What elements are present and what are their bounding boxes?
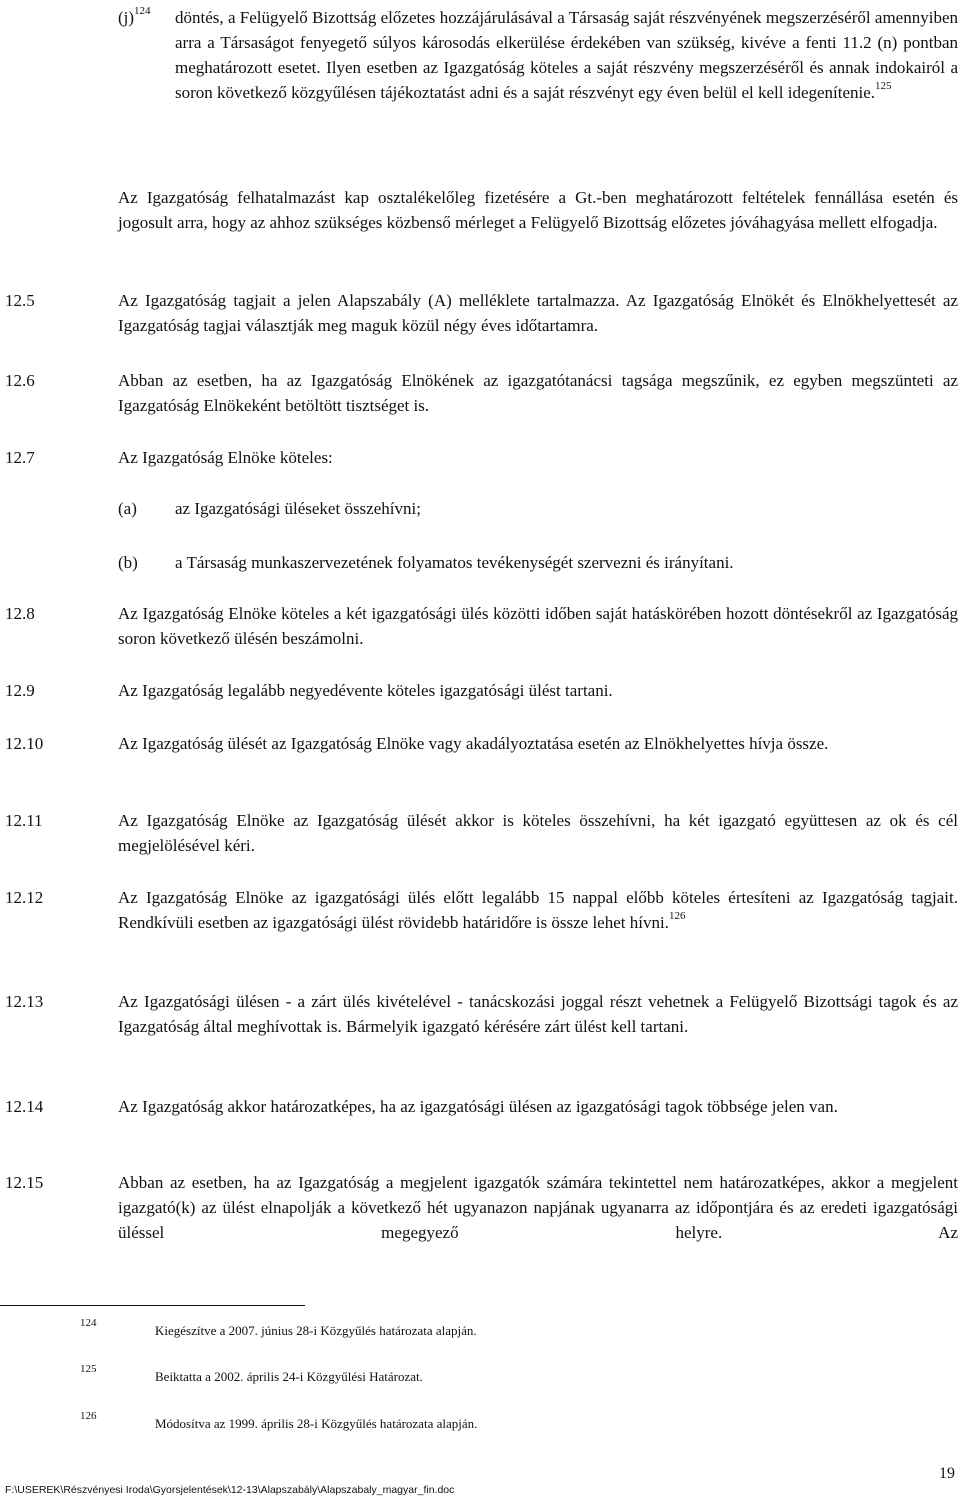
section-text: Abban az esetben, ha az Igazgatóság a megjelent igazgatók számára tekintettel nem határozatképes, akkor a megjelent igazgató(k) az ülést elnapolják a következő hét ugyanazon napjának ugyanarra az időpontjára és az eredeti igazgatósági üléssel megegyező helyre. Az <box>118 1173 958 1242</box>
section-number: 12.14 <box>5 1097 44 1116</box>
section-text: Abban az esetben, ha az Igazgatóság Elnökének az igazgatótanácsi tagsága megszűnik, ez egyben megszünteti az Igazgatóság Elnökeként betöltött tisztséget is. <box>118 371 958 415</box>
section-12-12-body: Az Igazgatóság Elnöke az igazgatósági ülés előtt legalább 15 nappal előbb köteles értesíteni az Igazgatóság tagjait. Rendkívüli esetben az igazgatósági ülést rövidebb határidőre is össze lehet hívni. <box>118 888 958 932</box>
section-number: 12.10 <box>5 734 44 753</box>
section-number: 12.9 <box>5 681 35 700</box>
section-text: Az Igazgatóság akkor határozatképes, ha az igazgatósági ülésen az igazgatósági tagok többsége jelen van. <box>118 1097 838 1116</box>
dividend-paragraph: Az Igazgatóság felhatalmazást kap osztalékelőleg fizetésére a Gt.-ben meghatározott feltételek fennállása esetén és jogosult arra, hogy az ahhoz szükséges közbenső mérleget a Felügyelő Bizottság előzetes jóváhagyása mellett elfogadja. <box>118 188 958 232</box>
footnote-ref-126: 126 <box>668 910 686 923</box>
subitem-text: az Igazgatósági üléseket összehívni; <box>175 499 421 518</box>
section-text: Az Igazgatóság Elnöke köteles: <box>118 448 333 467</box>
clause-j-text <box>175 5 958 105</box>
section-text: Az Igazgatóság Elnöke az Igazgatóság ülését akkor is köteles összehívni, ha két igazgató együttesen az ok és cél megjelölésével kéri. <box>118 811 958 855</box>
footnote-separator <box>0 1305 305 1306</box>
clause-j-body: döntés, a Felügyelő Bizottság előzetes hozzájárulásával a Társaság saját részvényének megszerzéséről amennyiben arra a Társaságot fenyegető súlyos károsodás elkerülése érdekében van szükség, kivéve a fenti 11.2 (n) pontban meghatározott esetet. Ilyen esetben az Igazgatóság köteles a saját részvény megszerzéséről és annak indokairól a soron következő közgyűlésen tájékoztatást adni és a saját részvényt egy éven belül el kell idegenítenie. <box>175 8 958 102</box>
section-number: 12.15 <box>5 1173 44 1192</box>
section-number: 12.5 <box>5 291 35 310</box>
footnote-number: 125 <box>80 1363 97 1375</box>
footnote-number: 124 <box>80 1317 97 1329</box>
subitem-text: a Társaság munkaszervezetének folyamatos tevékenységét szervezni és irányítani. <box>175 553 734 572</box>
file-path: F:\USEREK\Részvényesi Iroda\Gyorsjelentések\12-13\Alapszabály\Alapszabaly_magyar_fin.doc <box>5 1484 455 1496</box>
section-number: 12.12 <box>5 888 44 907</box>
footnote-text: Beiktatta a 2002. április 24-i Közgyűlési Határozat. <box>155 1369 423 1384</box>
section-number: 12.6 <box>5 371 35 390</box>
clause-j-label <box>118 5 151 30</box>
footnote-text: Módosítva az 1999. április 28-i Közgyűlés határozata alapján. <box>155 1416 478 1431</box>
section-number: 12.8 <box>5 604 35 623</box>
clause-j-letter: (j) <box>118 8 135 27</box>
section-number: 12.7 <box>5 448 35 467</box>
subitem-label: (b) <box>118 553 138 572</box>
section-text: Az Igazgatósági ülésen - a zárt ülés kivételével - tanácskozási joggal részt vehetnek a Felügyelő Bizottsági tagok és az Igazgatóság által meghívottak is. Bármelyik igazgató kérésére zárt ülést kell tartani. <box>118 992 958 1036</box>
footnote-ref-125: 125 <box>875 80 892 93</box>
footnote-number: 126 <box>80 1410 97 1422</box>
section-number: 12.11 <box>5 811 43 830</box>
section-text: Az Igazgatóság tagjait a jelen Alapszabály (A) melléklete tartalmazza. Az Igazgatóság Elnökét és Elnökhelyettesét az Igazgatóság tagjai választják meg maguk közül négy éves időtartamra. <box>118 291 958 335</box>
footnote-ref-124: 124 <box>134 5 151 18</box>
section-text <box>118 885 958 935</box>
section-number: 12.13 <box>5 992 44 1011</box>
page-number: 19 <box>939 1465 955 1482</box>
subitem-label: (a) <box>118 499 137 518</box>
footnote-text: Kiegészítve a 2007. június 28-i Közgyűlés határozata alapján. <box>155 1323 477 1338</box>
section-text: Az Igazgatóság ülését az Igazgatóság Elnöke vagy akadályoztatása esetén az Elnökhelyettes hívja össze. <box>118 734 829 753</box>
section-text: Az Igazgatóság Elnöke köteles a két igazgatósági ülés közötti időben saját hatáskörében hozott döntésekről az Igazgatóság soron következő ülésén beszámolni. <box>118 604 958 648</box>
section-text: Az Igazgatóság legalább negyedévente köteles igazgatósági ülést tartani. <box>118 681 613 700</box>
